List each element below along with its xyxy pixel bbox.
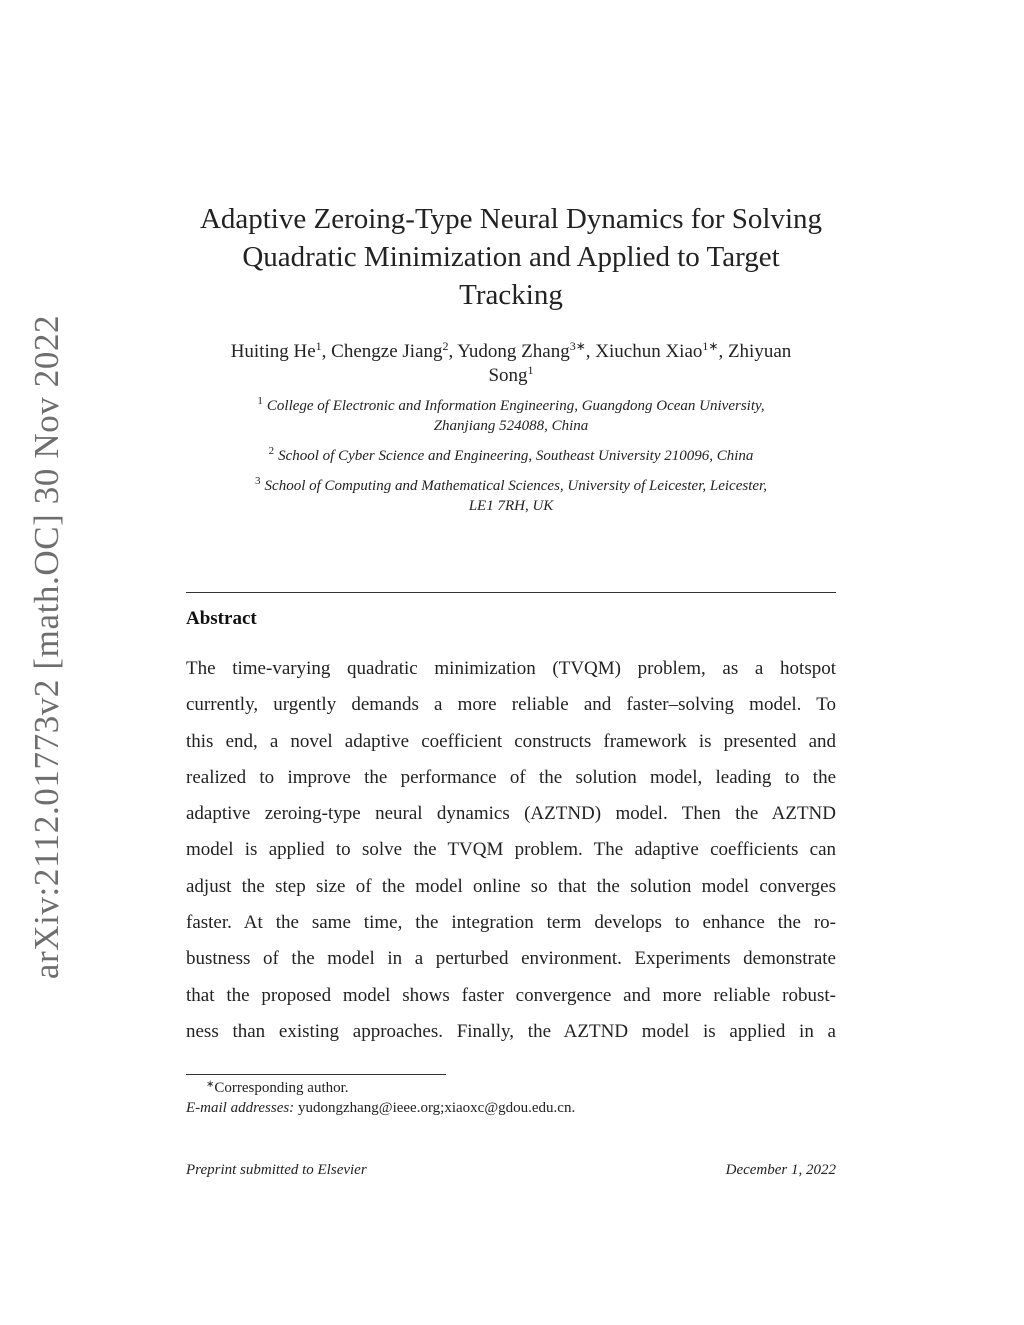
affiliation-text: Zhanjiang 524088, China: [433, 418, 589, 434]
abstract-line: adaptive zeroing-type neural dynamics (AZTND) model. Then the AZTND: [186, 803, 836, 825]
affiliation-list: [170, 396, 852, 526]
abstract-heading: Abstract: [186, 608, 257, 629]
author-name: Huiting He: [230, 341, 316, 362]
abstract-line: model is applied to solve the TVQM problem. The adaptive coefficients can: [186, 839, 836, 861]
abstract-line: adjust the step size of the model online so that the solution model converges: [186, 875, 836, 897]
author-list: [170, 340, 852, 388]
arxiv-identifier-stamp: arXiv:2112.01773v2 [math.OC] 30 Nov 2022: [27, 314, 66, 980]
affiliation-text: College of Electronic and Information Engineering, Guangdong Ocean University,: [266, 398, 765, 414]
paper-title: [170, 200, 852, 314]
author-name: Xiuchun Xiao: [595, 341, 703, 362]
author-line-1: [170, 340, 852, 364]
affiliation-text: School of Computing and Mathematical Sciences, University of Leicester, Leicester,: [264, 478, 767, 494]
abstract-line: bustness of the model in a perturbed environment. Experiments demonstrate: [186, 948, 836, 970]
author-affiliation-mark: 1: [315, 339, 322, 353]
title-line: Quadratic Minimization and Applied to Target: [242, 241, 780, 273]
author-name: Yudong Zhang: [457, 341, 570, 362]
email-label: E-mail addresses:: [186, 1100, 295, 1116]
author-line-2: [170, 364, 852, 388]
abstract-body: [186, 651, 836, 1050]
title-line: Tracking: [459, 279, 563, 311]
author-name: Chengze Jiang: [331, 341, 443, 362]
title-line: Adaptive Zeroing-Type Neural Dynamics for Solving: [199, 203, 823, 235]
author-separator: ,: [321, 341, 332, 362]
footnote-mark: ∗: [206, 1079, 215, 1090]
author-name: Zhiyuan: [727, 341, 792, 362]
affiliation-item: [170, 476, 852, 516]
author-affiliation-mark: 3∗: [569, 339, 586, 353]
author-separator: ,: [585, 341, 596, 362]
affiliation-item: [170, 446, 852, 466]
footnote-rule: [186, 1074, 446, 1075]
affiliation-number: 3: [255, 475, 261, 487]
corresponding-author-note: [186, 1078, 575, 1098]
email-note: [186, 1098, 575, 1118]
footnote: [186, 1078, 575, 1118]
author-separator: ,: [718, 341, 728, 362]
affiliation-text: LE1 7RH, UK: [468, 498, 554, 514]
email-addresses[interactable]: yudongzhang@ieee.org;xiaoxc@gdou.edu.cn.: [294, 1100, 576, 1116]
abstract-line: The time-varying quadratic minimization (TVQM) problem, as a hotspot: [186, 658, 836, 679]
abstract-line: realized to improve the performance of the solution model, leading to the: [186, 766, 836, 788]
affiliation-item: [170, 396, 852, 436]
corresponding-author-text: Corresponding author.: [214, 1080, 349, 1096]
author-affiliation-mark: 1∗: [702, 339, 719, 353]
abstract-top-rule: [186, 592, 836, 593]
abstract-line: this end, a novel adaptive coefficient constructs framework is presented and: [186, 730, 836, 752]
preprint-note: Preprint submitted to Elsevier: [186, 1162, 367, 1178]
author-separator: ,: [448, 341, 458, 362]
author-affiliation-mark: 2: [442, 339, 449, 353]
preprint-date: December 1, 2022: [725, 1162, 836, 1178]
abstract-line: that the proposed model shows faster convergence and more reliable robust-: [186, 984, 836, 1006]
abstract-line: faster. At the same time, the integration term develops to enhance the ro-: [186, 912, 836, 934]
abstract-line: currently, urgently demands a more reliable and faster–solving model. To: [186, 694, 836, 716]
author-affiliation-mark: 1: [527, 363, 534, 377]
author-name: Song: [488, 365, 528, 386]
abstract-line: ness than existing approaches. Finally, the AZTND model is applied in a: [186, 1020, 836, 1042]
affiliation-number: 1: [257, 395, 263, 407]
affiliation-text: School of Cyber Science and Engineering, Southeast University 210096, China: [278, 448, 754, 464]
affiliation-number: 2: [268, 445, 275, 457]
